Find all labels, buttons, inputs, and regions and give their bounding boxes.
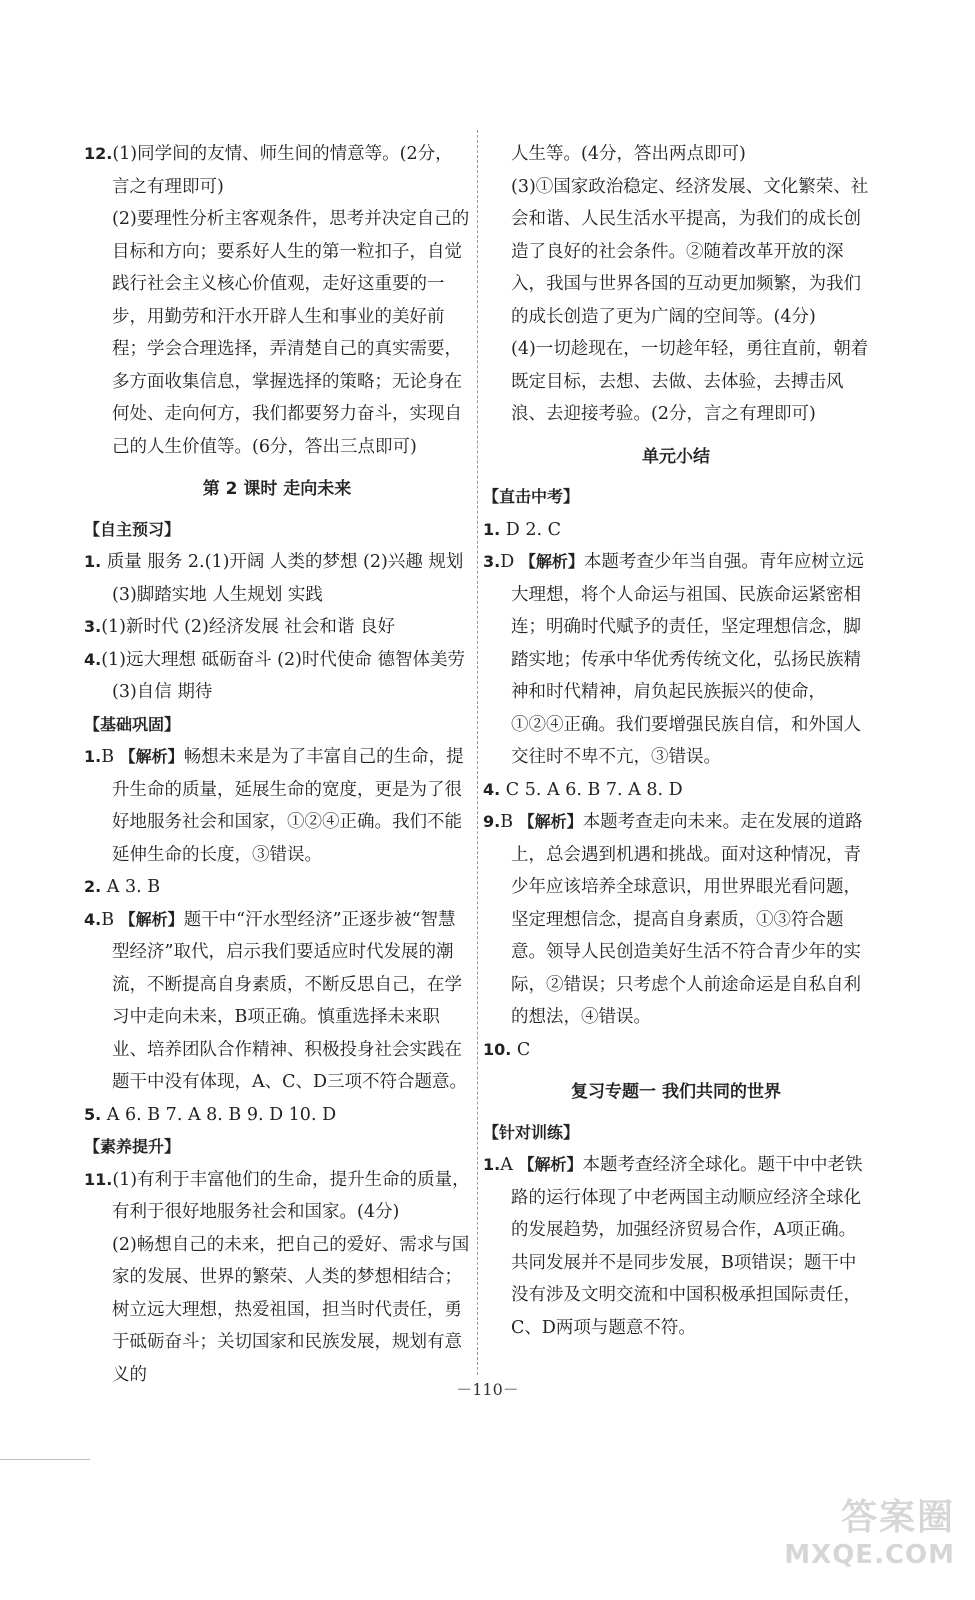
literacy-answer-11-part2: (2)畅想自己的未来，把自己的爱好、需求与国家的发展、世界的繁荣、人类的梦想相结合；树立远大理想，热爱祖国，担当时代责任，勇于砥砺奋斗；关切国家和民族发展，规划有意义的 <box>112 1234 470 1385</box>
exam-answer-4: 4. C 5. A 6. B 7. A 8. D <box>483 779 683 800</box>
basic-answer-4: 4.B 【解析】题干中“汗水型经济”正逐步被“智慧型经济”取代，启示我们要适应时代发展的潮流，不断提高自身素质，不断反思自己，在学习中走向未来，B项正确。慎重选择未来职业、培养团队合作精神、积极投身社会实践在题干中没有体现，A、C、D三项不符合题意。 <box>84 909 468 1092</box>
section-direct-exam: 【直击中考】 <box>483 487 580 506</box>
basic-answer-2: 2. A 3. B <box>84 877 161 897</box>
exam-answer-10: 10. C <box>483 1039 531 1060</box>
unit-summary-title: 单元小结 <box>642 446 710 467</box>
answer-11-part3: (3)①国家政治稳定、经济发展、文化繁荣、社会和谐、人民生活水平提高，为我们的成长创造了良好的社会条件。②随着改革开放的深入，我国与世界各国的互动更加频繁，为我们的成长创造了更为广阔的空间等。(4分) <box>511 176 869 327</box>
answer-11-continuation: 人生等。(4分，答出两点即可) <box>511 144 746 164</box>
column-divider <box>477 130 478 1375</box>
basic-answer-5: 5. A 6. B 7. A 8. B 9. D 10. D <box>84 1104 337 1125</box>
watermark-url: MXQE.COM <box>784 1540 955 1570</box>
lesson-title: 第 2 课时 走向未来 <box>202 479 352 499</box>
review-topic-title: 复习专题一 我们共同的世界 <box>571 1082 781 1102</box>
exam-answer-3: 3.D 【解析】本题考查少年当自强。青年应树立远大理想，将个人命运与祖国、民族命运紧密相连；明确时代赋予的责任，坚定理想信念，脚踏实地；传承中华优秀传统文化，弘扬民族精神和时代精神，肩负起民族振兴的使命，①②④正确。我们要增强民族自信，和外国人交往时不卑不亢，③错误。 <box>483 552 864 767</box>
exam-answer-1: 1. D 2. C <box>483 519 562 540</box>
section-targeted-training: 【针对训练】 <box>483 1122 580 1142</box>
answer-12-part2: (2)要理性分析主客观条件，思考并决定自己的目标和方向；要系好人生的第一粒扣子，自觉践行社会主义核心价值观，走好这重要的一步，用勤劳和汗水开辟人生和事业的美好前程；学会合理选择，弄清楚自己的真实需要，多方面收集信息，掌握选择的策略；无论身在何处、走向何方，我们都要努力奋斗，实现自己的人生价值等。(6分，答出三点即可) <box>112 209 470 457</box>
corner-divider <box>0 1459 90 1460</box>
preview-answer-1: 1. 质量 服务 2.(1)开阔 人类的梦想 (2)兴趣 规划 (3)脚踏实地 人生规划 实践 <box>84 552 464 605</box>
page-number: －110－ <box>456 1380 519 1399</box>
section-self-preview: 【自主预习】 <box>84 519 181 539</box>
left-column <box>84 138 470 1391</box>
preview-answer-3: 3.(1)新时代 (2)经济发展 社会和谐 良好 <box>84 617 395 637</box>
answer-11-part4: (4)一切趁现在，一切趁年轻，勇往直前，朝着既定目标，去想、去做、去体验，去搏击风浪、去迎接考验。(2分，言之有理即可) <box>511 339 869 424</box>
section-literacy-improvement: 【素养提升】 <box>84 1137 181 1156</box>
answer-12-part1: 12.(1)同学间的友情、师生间的情意等。(2分，言之有理即可) <box>84 144 453 197</box>
watermark-logo <box>784 1489 955 1570</box>
exam-answer-9: 9.B 【解析】本题考查走向未来。走在发展的道路上，总会遇到机遇和挑战。面对这种情况，青少年应该培养全球意识，用世界眼光看问题，坚定理想信念，提高自身素质，①③符合题意。领导人民创造美好生活不符合青少年的实际，②错误；只考虑个人前途命运是自私自利的想法，④错误。 <box>483 812 863 1027</box>
watermark-title: 答案圈 <box>840 1497 955 1538</box>
preview-answer-4: 4.(1)远大理想 砥砺奋斗 (2)时代使命 德智体美劳 (3)自信 期待 <box>84 649 465 702</box>
training-answer-1: 1.A 【解析】本题考查经济全球化。题干中中老铁路的运行体现了中老两国主动顺应经济全球化的发展趋势，加强经济贸易合作，A项正确。共同发展并不是同步发展，B项错误；题干中没有涉及文明交流和中国积极承担国际责任，C、D两项与题意不符。 <box>483 1155 863 1338</box>
right-column <box>483 138 869 1344</box>
literacy-answer-11-part1: 11.(1)有利于丰富他们的生命，提升生命的质量，有利于很好地服务社会和国家。(4分) <box>84 1169 470 1222</box>
basic-answer-1: 1.B 【解析】畅想未来是为了丰富自己的生命，提升生命的质量，延展生命的宽度，更是为了很好地服务社会和国家，①②④正确。我们不能延伸生命的长度，③错误。 <box>84 747 464 865</box>
section-basic-consolidation: 【基础巩固】 <box>84 714 181 734</box>
